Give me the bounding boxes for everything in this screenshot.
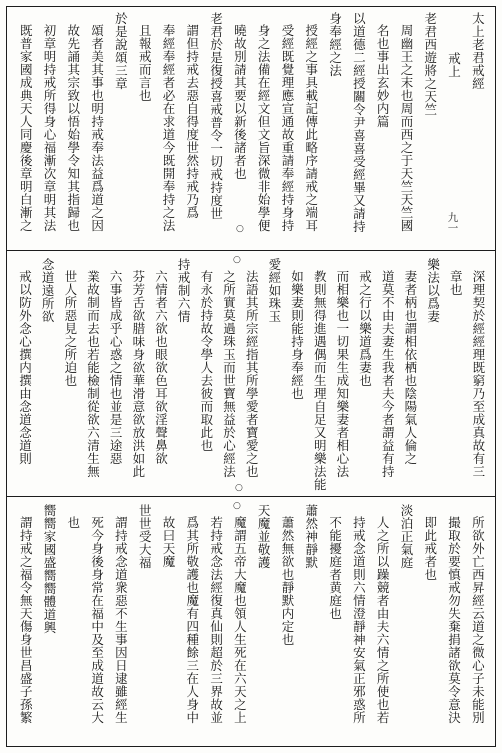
commentary-column (149, 253, 172, 496)
scripture-column (262, 253, 285, 496)
column-text: 法語其所宗經指其所學愛者寶愛之也 (244, 270, 260, 478)
commentary-column (227, 7, 251, 250)
circle-mark: ○ (233, 255, 241, 265)
column-text: 死今身後身常在福中及至成道故云大 (89, 516, 105, 724)
commentary-column (275, 499, 299, 746)
page-number: 九一 (446, 212, 459, 233)
scripture-column (299, 499, 323, 746)
column-text: 而相樂也一切果生成知樂妻者相心法 (334, 270, 350, 478)
column-text: 樂法以爲妻 (425, 258, 441, 323)
column-text: 於是說頌三章 (113, 12, 129, 90)
commentary-column (58, 253, 81, 496)
column-text: 名也事出玄妙内篇 (375, 24, 391, 128)
commentary-column (418, 499, 442, 746)
register-middle (7, 253, 495, 497)
column-text: 也 (65, 516, 81, 529)
commentary-column (299, 7, 323, 250)
column-text: 身奉經之法 (327, 12, 343, 77)
column-text: 蕭然無欲也靜默内定也 (279, 516, 295, 646)
scripture-column (36, 253, 59, 496)
commentary-column (322, 499, 346, 746)
column-text: 以道德二經授關令尹喜喜受經畢又請持 (351, 12, 367, 233)
scripture-column (132, 499, 156, 746)
commentary-column (227, 499, 251, 746)
scripture-column (394, 499, 418, 746)
commentary-column (285, 253, 308, 496)
column-text: 持戒制六情 (176, 258, 192, 323)
column-text: 章也 (448, 270, 464, 296)
scripture-column (322, 7, 346, 250)
scripture-column (37, 499, 61, 746)
commentary-column (180, 499, 204, 746)
commentary-column (13, 7, 37, 250)
column-text: 老君於是復授喜戒普令一切戒持度世 (208, 12, 224, 220)
column-text: 六情者六欲也眼欲色耳欲淫聲鼻欲 (153, 270, 169, 465)
column-text: 戒上 (446, 52, 462, 78)
commentary-column (394, 7, 418, 250)
commentary-column (465, 499, 489, 746)
column-text: 妻者柄也謂相依栖也陰陽氣人倫之 (402, 270, 418, 465)
column-text: 謂但持戒去惡自得度世然持戒乃爲 (184, 24, 200, 219)
column-text: 初章明持戒所得身心福漸次章明其法 (42, 24, 57, 232)
column-text: 曉故別請其要以新後諸者也 (232, 24, 248, 180)
commentary-column (466, 253, 489, 496)
commentary-column (13, 499, 37, 746)
column-text: 持戒念道則六情澄靜神安氣正邪惑所 (351, 516, 367, 724)
commentary-column (330, 253, 353, 496)
column-text: 頌者美其事也明持戒奉法益爲道之因 (89, 24, 105, 232)
column-text: 所欲外亡西昇經云道之微心子未能別 (470, 516, 486, 724)
column-text: 爲其所敬護也魔有四種餘三在人身中 (184, 516, 200, 724)
column-text: 芬芳舌欲腊味身欲華滑意欲放洪如此 (130, 270, 146, 478)
circle-mark: ○ (233, 501, 241, 511)
commentary-column (81, 253, 104, 496)
circle-mark: ○ (236, 224, 244, 234)
column-text: 奉經奉經者必在求道今既開奉持之法 (160, 24, 176, 232)
scripture-column (108, 7, 132, 250)
scripture-column (346, 7, 370, 250)
commentary-column (203, 499, 227, 746)
scripture-column (172, 253, 195, 496)
column-text: 故曰天魔 (160, 516, 176, 568)
column-text: 之所實莫過珠玉而世寶無益於心經法 (221, 270, 237, 478)
column-text: 教則無得進遇偶而生理自足又明樂法能 (312, 270, 328, 491)
commentary-column (156, 7, 180, 250)
commentary-column (156, 499, 180, 746)
column-text: 謂持戒之福令無天傷身世昌盛子孫繁 (18, 516, 34, 724)
commentary-column (126, 253, 149, 496)
column-text: 戒以防外念心撰内撰由念道念道則 (17, 270, 33, 465)
column-text: 不能擾庭者黄庭也 (327, 516, 343, 620)
column-text: 太上老君戒經 (470, 12, 486, 90)
scripture-column (421, 253, 444, 496)
commentary-column (441, 499, 465, 746)
column-text: 世世受大福 (137, 504, 153, 569)
commentary-column (61, 7, 85, 250)
commentary-column (13, 253, 36, 496)
commentary-column (240, 253, 263, 496)
circle-mark: ○ (235, 483, 243, 493)
commentary-column (275, 7, 299, 250)
register-bottom (7, 499, 495, 746)
column-text: 深理契於經經理既窮乃至成真故有三 (470, 270, 486, 478)
column-text: 且報戒而言也 (137, 24, 153, 102)
column-text: 六事皆成乎心惑之情也並是三途惡 (108, 270, 124, 465)
commentary-column (37, 7, 61, 250)
commentary-column (444, 253, 467, 496)
column-text: 授經之事具載記傳此略序請戒之端耳 (303, 24, 319, 232)
column-text: 蕭然神靜默 (303, 504, 319, 569)
column-text: 若持戒念法經復真仙則超於三界故並 (208, 516, 224, 724)
commentary-column (180, 7, 204, 250)
column-text: 撮取於要慎戒勿失棄捐諸欲莫令意決 (446, 516, 462, 724)
commentary-column (376, 253, 399, 496)
scripture-column (465, 7, 489, 250)
commentary-column (346, 499, 370, 746)
commentary-column (108, 499, 132, 746)
commentary-column (308, 253, 331, 496)
commentary-column (194, 253, 217, 496)
column-text: 魔謂五帝大魔也領人生死在六天之上 (232, 516, 248, 724)
column-text: 身之法備在經文但文旨深微非始學便 (256, 24, 272, 232)
column-text: 人之所以躁競者由夫六情之所使也若 (375, 516, 391, 724)
commentary-column (398, 253, 421, 496)
commentary-column (370, 7, 394, 250)
column-text: 世人所惡見之所迫也 (62, 270, 78, 387)
column-text: 如樂妻則能持身奉經也 (289, 270, 305, 400)
page-frame (6, 6, 496, 747)
column-text: 道莫不由夫妻生我者夫今者謂益有持 (380, 270, 396, 478)
commentary-column (132, 7, 156, 250)
column-text: 即此戒者也 (422, 516, 438, 581)
column-text: 天魔並敬護 (256, 504, 272, 569)
column-text: 淡泊正氣庭 (398, 504, 414, 569)
scripture-column (251, 499, 275, 746)
column-text: 愛經如珠玉 (266, 258, 282, 323)
register-top (7, 7, 495, 251)
column-text: 念道遠所欲 (40, 258, 56, 323)
column-text: 業故制而去也若能檢制從欲六清生無 (85, 270, 101, 478)
column-text: 謂持戒念道衆惡不生事因日逮雖經生 (113, 516, 129, 724)
column-text: 周幽王之末也周而西之于天竺天竺國 (398, 24, 414, 232)
column-text: 既普家國成典天人同慶後章明白漸之 (18, 24, 34, 232)
scripture-column (418, 7, 442, 250)
column-text: 戒之行以樂道爲妻也 (357, 270, 373, 387)
commentary-column (217, 253, 240, 496)
commentary-column (251, 7, 275, 250)
commentary-column (61, 499, 85, 746)
column-text: 故先誦其宗致以悟始學令知其指歸也 (65, 24, 81, 232)
column-text: 有永於持故令學人去彼而取此也 (198, 270, 214, 452)
commentary-column (370, 499, 394, 746)
column-text: 嚮嚮家國盛嚮嚮體道興 (42, 504, 57, 634)
scripture-column (203, 7, 227, 250)
column-text: 老君西遊將之天竺 (422, 12, 438, 116)
commentary-column (104, 253, 127, 496)
commentary-column (84, 7, 108, 250)
commentary-column (353, 253, 376, 496)
commentary-column (84, 499, 108, 746)
column-text: 受經既覺理應宣通故重請奉經持身持 (279, 24, 295, 232)
